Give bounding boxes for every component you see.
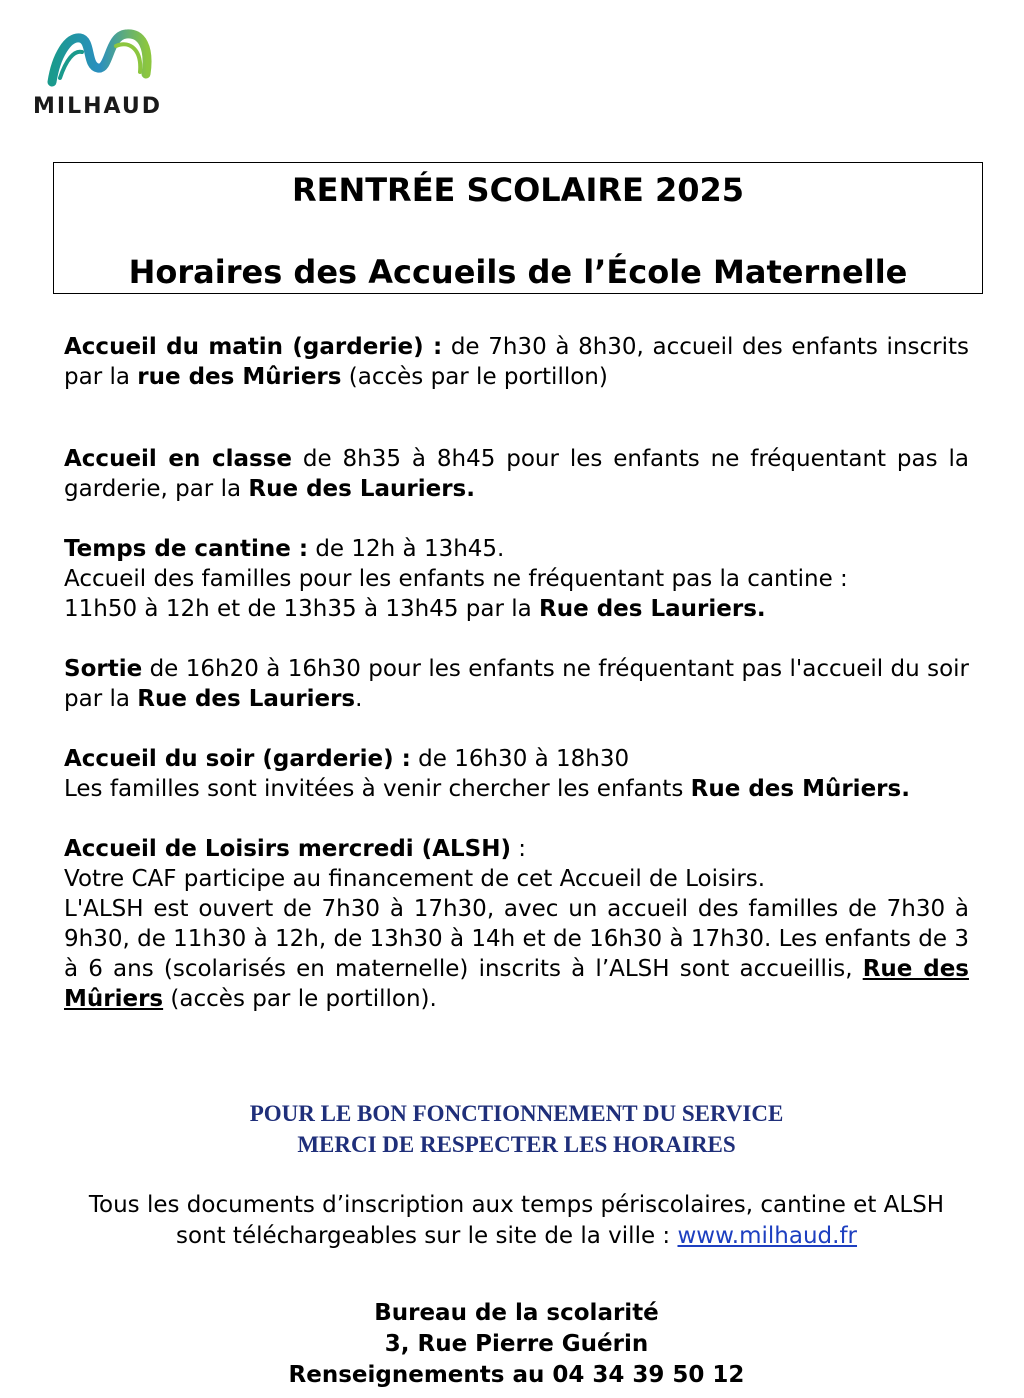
- section-alsh-label: Accueil de Loisirs mercredi (ALSH): [64, 836, 511, 862]
- logo-text: MILHAUD: [33, 94, 162, 119]
- section-classe: Accueil en classe de 8h35 à 8h45 pour les enfants ne fréquentant pas la garderie, par la Rue des Lauriers.: [64, 446, 969, 502]
- notice: [64, 1098, 969, 1160]
- section-alsh: Accueil de Loisirs mercredi (ALSH) : Votre CAF participe au financement de cet Accueil de Loisirs. L'ALSH est ouvert de 7h30 à 17h30, avec un accueil des familles de 7h30 à 9h30, de 11h30 à 12h, de 13h30 à 14h et de 16h30 à 17h30. Les enfants de 3 à 6 ans (scolarisés en maternelle) inscrits à l’ALSH sont accueillis, Rue des Mûriers (accès par le portillon).: [64, 836, 969, 1012]
- title-box: [53, 162, 983, 294]
- page-subtitle: Horaires des Accueils de l’École Maternelle: [128, 253, 908, 291]
- section-soir-label: Accueil du soir (garderie) :: [64, 746, 411, 772]
- bureau-contact: [64, 1298, 969, 1391]
- alsh-street: Rue des Mûriers: [64, 956, 969, 1012]
- section-cantine-label: Temps de cantine :: [64, 536, 309, 562]
- website-link[interactable]: www.milhaud.fr: [677, 1223, 858, 1249]
- schedule-content: [64, 332, 969, 1014]
- bureau-phone: Renseignements au 04 34 39 50 12: [288, 1362, 745, 1388]
- bureau-name: Bureau de la scolarité: [374, 1300, 659, 1326]
- page-title: RENTRÉE SCOLAIRE 2025: [291, 171, 745, 209]
- section-matin-label: Accueil du matin (garderie) :: [64, 334, 443, 360]
- notice-line-1: POUR LE BON FONCTIONNEMENT DU SERVICE: [249, 1101, 784, 1126]
- notice-line-2: MERCI DE RESPECTER LES HORAIRES: [297, 1132, 736, 1157]
- section-classe-label: Accueil en classe: [64, 446, 292, 472]
- section-soir: Accueil du soir (garderie) : de 16h30 à 18h30 Les familles sont invitées à venir chercher les enfants Rue des Mûriers.: [64, 746, 910, 802]
- documents-note: [64, 1190, 969, 1252]
- documents-text: Tous les documents d’inscription aux temps périscolaires, cantine et ALSH sont téléchargeables sur le site de la ville :: [88, 1192, 945, 1249]
- milhaud-logo: [28, 26, 178, 122]
- section-sortie-label: Sortie: [64, 656, 143, 682]
- milhaud-logo-icon: [46, 26, 158, 88]
- section-matin: Accueil du matin (garderie) : de 7h30 à 8h30, accueil des enfants inscrits par la rue des Mûriers (accès par le portillon): [64, 334, 969, 390]
- bureau-address: 3, Rue Pierre Guérin: [384, 1331, 649, 1357]
- section-cantine: Temps de cantine : de 12h à 13h45. Accueil des familles pour les enfants ne fréquentant pas la cantine : 11h50 à 12h et de 13h35 à 13h45 par la Rue des Lauriers.: [64, 536, 848, 622]
- section-sortie: Sortie de 16h20 à 16h30 pour les enfants ne fréquentant pas l'accueil du soir par la Rue des Lauriers.: [64, 656, 969, 712]
